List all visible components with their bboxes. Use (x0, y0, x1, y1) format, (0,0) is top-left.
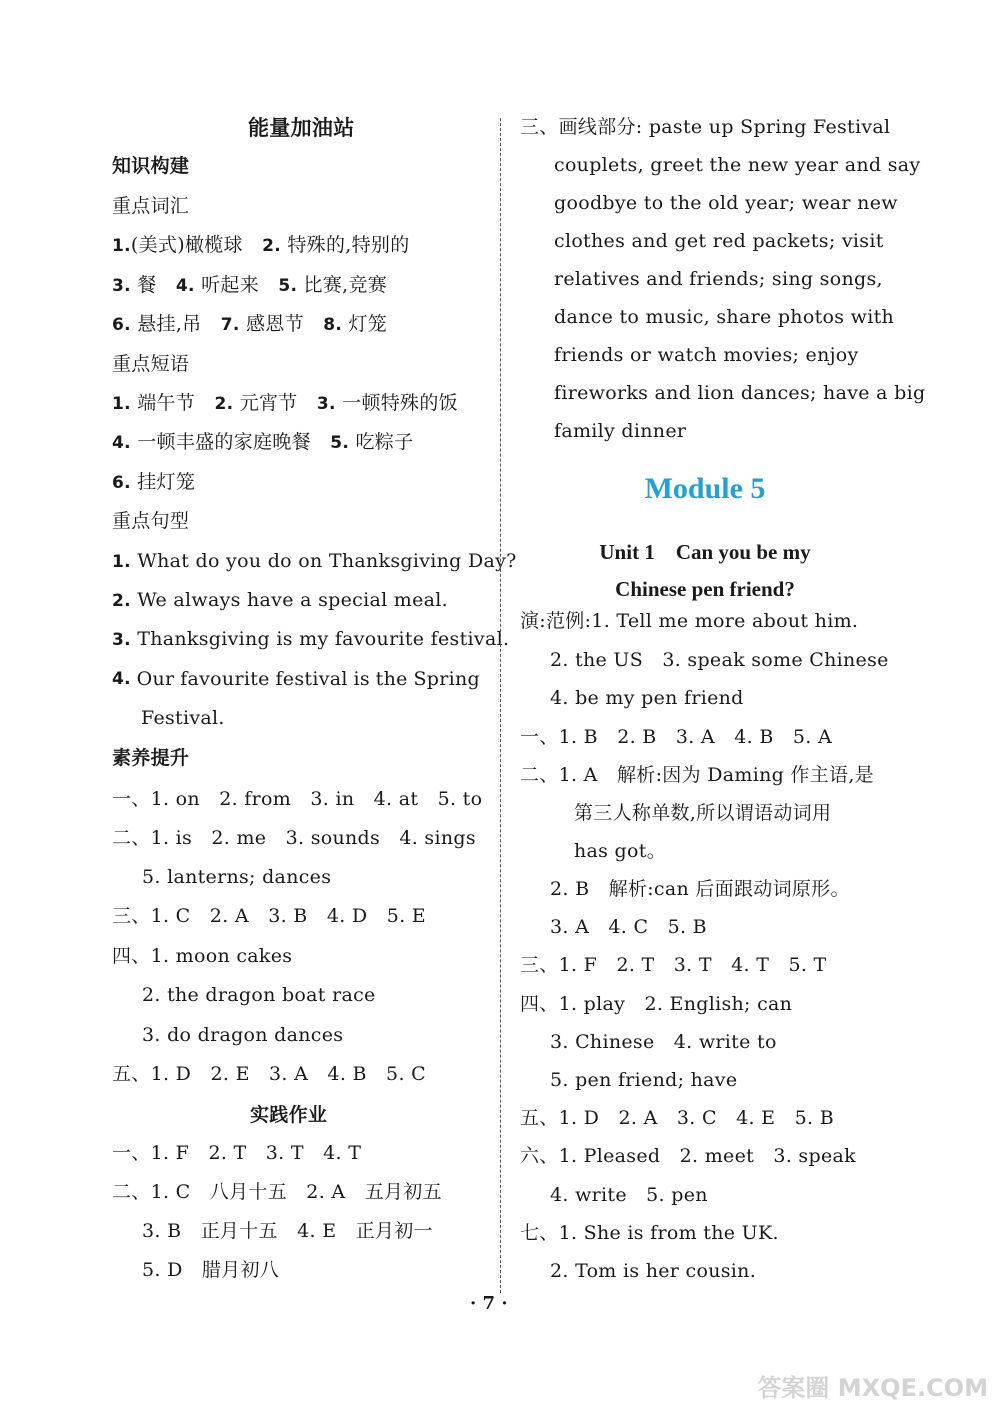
sentence-line-2 (112, 588, 448, 613)
vocab-term: 特殊的,特别的 (287, 234, 410, 256)
phrase-term: 元宵节 (239, 392, 298, 414)
sentence-line-1 (112, 549, 517, 574)
phrase-term: 吃粽子 (355, 431, 414, 453)
vocab-line-3 (112, 312, 387, 337)
item-number: 8. (323, 315, 343, 335)
module-title: Module 5 (644, 472, 766, 505)
answer-line: 一、1. B 2. B 3. A 4. B 5. A (520, 726, 832, 748)
answer-line: 三、1. F 2. T 3. T 4. T 5. T (520, 954, 827, 976)
answer-line: 2. the dragon boat race (142, 984, 376, 1006)
answer-line: 5. D 腊月初八 (142, 1259, 280, 1281)
answer-line: 七、1. She is from the UK. (520, 1222, 779, 1244)
answer-line: 5. lanterns; dances (142, 866, 332, 888)
sentence-word: the (375, 668, 408, 690)
vocab-heading: 重点词汇 (112, 195, 190, 217)
item-number: 4. (112, 669, 131, 689)
item-number: 2. (262, 236, 282, 256)
answer-line: 2. the US 3. speak some Chinese (550, 649, 889, 671)
answer-line: 三、1. C 2. A 3. B 4. D 5. E (112, 905, 426, 927)
sentence-line-4-cont: Festival. (141, 707, 225, 729)
phrase-heading: 重点短语 (112, 353, 190, 375)
answer-line: 一、1. on 2. from 3. in 4. at 5. to (112, 788, 483, 810)
vocab-term: 悬挂,吊 (137, 313, 202, 335)
item-number: 3. (112, 630, 131, 650)
sentence-word: Our (136, 668, 175, 690)
answer-line: 演:范例:1. Tell me more about him. (520, 610, 859, 632)
answer-line: 2. Tom is her cousin. (550, 1260, 757, 1282)
sentence-word: favourite (180, 668, 270, 690)
answer-line: fireworks and lion dances; have a big (554, 382, 926, 404)
item-number: 1. (112, 552, 131, 572)
answer-line: 二、1. A 解析:因为 Daming 作主语,是 (520, 764, 874, 786)
vocab-term: 灯笼 (348, 313, 388, 335)
answer-line: 3. Chinese 4. write to (550, 1031, 777, 1053)
answer-line: relatives and friends; sing songs, (554, 268, 883, 290)
page-number: · 7 · (470, 1293, 508, 1314)
phrase-term: 一顿特殊的饭 (342, 392, 458, 414)
answer-line: 一、1. F 2. T 3. T 4. T (112, 1142, 362, 1164)
vocab-term: 比赛,竞赛 (303, 274, 388, 296)
answer-line: 四、1. play 2. English; can (520, 993, 793, 1015)
phrase-line-3 (112, 470, 195, 495)
column-divider (500, 118, 501, 1293)
item-number: 7. (220, 315, 240, 335)
answer-line: couplets, greet the new year and say (554, 154, 921, 176)
vocab-term: 餐 (137, 274, 157, 296)
vocab-line-1 (112, 233, 410, 258)
answer-line: 5. pen friend; have (550, 1069, 738, 1091)
section-heading-improvement: 素养提升 (112, 747, 190, 769)
sentence-text: What do you do on Thanksgiving Day? (137, 550, 517, 572)
answer-line: family dinner (554, 420, 687, 442)
phrase-term: 一顿丰盛的家庭晚餐 (137, 431, 311, 453)
sentence-word: is (353, 668, 370, 690)
item-number: 1. (112, 236, 131, 256)
item-number: 3. (112, 276, 131, 296)
vocab-term: 听起来 (201, 274, 259, 296)
answer-line: 四、1. moon cakes (112, 945, 293, 967)
unit-title-line-1: Unit 1 Can you be my (599, 540, 811, 564)
answer-line: 3. do dragon dances (142, 1024, 344, 1046)
section-heading-practice: 实践作业 (250, 1104, 328, 1126)
answer-line: 五、1. D 2. E 3. A 4. B 5. C (112, 1063, 426, 1085)
item-number: 1. (112, 394, 131, 414)
answer-line: has got。 (574, 840, 666, 862)
sentence-word: Spring (413, 668, 480, 690)
item-number: 6. (112, 315, 131, 335)
sentence-word: festival (275, 668, 348, 690)
section-heading-knowledge: 知识构建 (112, 155, 190, 177)
answer-line: 2. B 解析:can 后面跟动词原形。 (550, 878, 850, 900)
vocab-line-2 (112, 273, 387, 298)
unit-title-line-2: Chinese pen friend? (615, 577, 795, 601)
item-number: 2. (112, 591, 131, 611)
phrase-line-2 (112, 430, 413, 455)
phrase-line-1 (112, 391, 458, 416)
sentence-line-3 (112, 627, 509, 652)
phrase-term: 挂灯笼 (137, 471, 196, 493)
answer-line: 第三人称单数,所以谓语动词用 (574, 802, 832, 824)
answer-line: goodbye to the old year; wear new (554, 192, 898, 214)
item-number: 6. (112, 473, 131, 493)
answer-line: clothes and get red packets; visit (554, 230, 884, 252)
answer-line: 三、画线部分: paste up Spring Festival (520, 116, 891, 138)
answer-line: 3. B 正月十五 4. E 正月初一 (142, 1220, 433, 1242)
vocab-term: (美式)橄榄球 (130, 234, 243, 256)
answer-line: 二、1. C 八月十五 2. A 五月初五 (112, 1181, 442, 1203)
answer-line: 五、1. D 2. A 3. C 4. E 5. B (520, 1107, 834, 1129)
answer-line: friends or watch movies; enjoy (554, 344, 859, 366)
answer-line: dance to music, share photos with (554, 306, 895, 328)
phrase-term: 端午节 (137, 392, 196, 414)
sentence-text: We always have a special meal. (137, 589, 448, 611)
item-number: 3. (316, 394, 336, 414)
answer-line: 二、1. is 2. me 3. sounds 4. sings (112, 827, 476, 849)
answer-line: 4. write 5. pen (550, 1184, 708, 1206)
answer-line: 六、1. Pleased 2. meet 3. speak (520, 1145, 856, 1167)
item-number: 5. (278, 276, 298, 296)
item-number: 4. (112, 433, 131, 453)
answer-line: 3. A 4. C 5. B (550, 916, 707, 938)
sentence-text: Thanksgiving is my favourite festival. (137, 628, 510, 650)
sentence-line-4 (112, 667, 480, 691)
sentence-heading: 重点句型 (112, 510, 190, 532)
answer-line: 4. be my pen friend (550, 687, 744, 709)
item-number: 5. (330, 433, 350, 453)
item-number: 4. (175, 276, 195, 296)
vocab-term: 感恩节 (246, 313, 304, 335)
watermark: 答案圈 MXQE.COM (757, 1374, 988, 1402)
item-number: 2. (214, 394, 234, 414)
page-section-title: 能量加油站 (248, 116, 355, 140)
